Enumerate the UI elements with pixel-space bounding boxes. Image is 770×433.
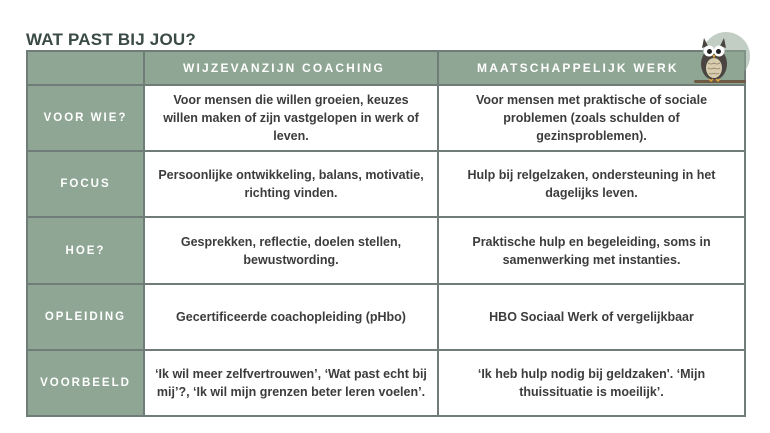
cell-coaching: ‘Ik wil meer zelfvertrouwen’, ‘Wat past echt bij mij’?, ‘Ik wil mijn grenzen beter leren voelen’. bbox=[144, 350, 438, 416]
cell-maatschappelijk-werk: Voor mensen met praktische of sociale problemen (zoals schulden of gezinsproblemen). bbox=[438, 85, 745, 151]
cell-coaching: Gecertificeerde coachopleiding (pHbo) bbox=[144, 284, 438, 350]
table-row bbox=[27, 217, 745, 283]
cell-maatschappelijk-werk: ‘Ik heb hulp nodig bij geldzaken'. ‘Mijn thuissituatie is moeilijk’. bbox=[438, 350, 745, 416]
row-label-voor-wie: VOOR WIE? bbox=[27, 85, 144, 151]
comparison-table bbox=[26, 50, 746, 417]
cell-maatschappelijk-werk: Hulp bij relgelzaken, ondersteuning in het dagelijks leven. bbox=[438, 151, 745, 217]
column-header-coaching: WIJZEVANZIJN COACHING bbox=[144, 51, 438, 85]
owl-icon bbox=[688, 30, 752, 90]
table-header-row bbox=[27, 51, 745, 85]
cell-maatschappelijk-werk: Praktische hulp en begeleiding, soms in samenwerking met instanties. bbox=[438, 217, 745, 283]
table-row bbox=[27, 151, 745, 217]
row-label-opleiding: OPLEIDING bbox=[27, 284, 144, 350]
table-row bbox=[27, 350, 745, 416]
table-header-corner bbox=[27, 51, 144, 85]
page-title: WAT PAST BIJ JOU? bbox=[26, 30, 196, 49]
row-label-hoe: HOE? bbox=[27, 217, 144, 283]
cell-coaching: Gesprekken, reflectie, doelen stellen, bewustwording. bbox=[144, 217, 438, 283]
row-label-focus: FOCUS bbox=[27, 151, 144, 217]
row-label-voorbeeld: VOORBEELD bbox=[27, 350, 144, 416]
cell-coaching: Voor mensen die willen groeien, keuzes willen maken of zijn vastgelopen in werk of leven. bbox=[144, 85, 438, 151]
column-header-maatschappelijk-werk: MAATSCHAPPELIJK WERK bbox=[438, 51, 745, 85]
table-row bbox=[27, 284, 745, 350]
table-row bbox=[27, 85, 745, 151]
cell-maatschappelijk-werk: HBO Sociaal Werk of vergelijkbaar bbox=[438, 284, 745, 350]
cell-coaching: Persoonlijke ontwikkeling, balans, motivatie, richting vinden. bbox=[144, 151, 438, 217]
